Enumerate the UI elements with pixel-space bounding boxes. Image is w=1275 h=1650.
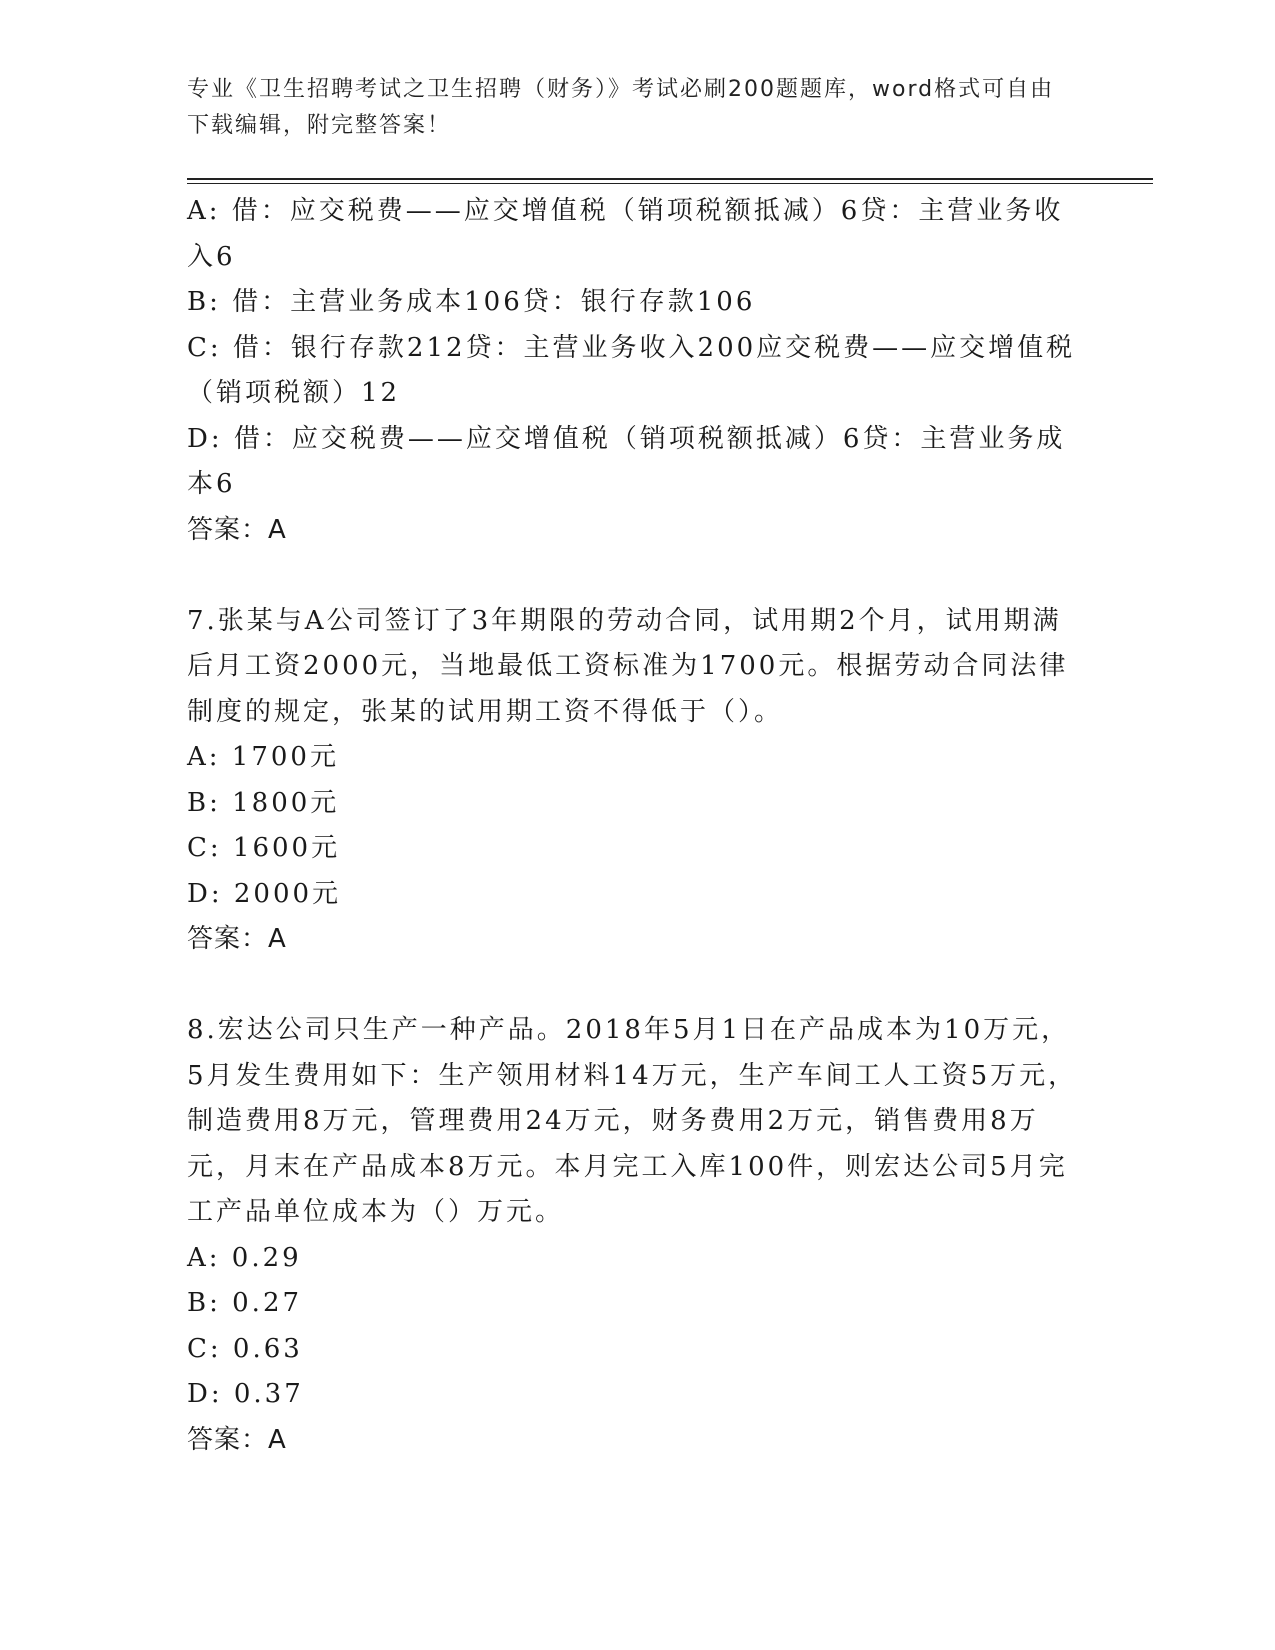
option-a: A: 1700元 <box>187 742 339 772</box>
question-stem: 7.张某与A公司签订了3年期限的劳动合同，试用期2个月，试用期满后月工资2000元，当地最低工资标准为1700元。根据劳动合同法律制度的规定，张某的试用期工资不得低于（）。 <box>187 605 1069 727</box>
document-header: 专业《卫生招聘考试之卫生招聘（财务）》考试必刷200题题库，word格式可自由下载编辑，附完整答案！ <box>187 77 1055 138</box>
option-c: C: 1600元 <box>187 833 341 863</box>
question-6 <box>187 189 1087 553</box>
option-d: D: 2000元 <box>187 878 342 909</box>
option-c: C: 借：银行存款212贷：主营业务收入200应交税费——应交增值税（销项税额）12 <box>187 332 1076 408</box>
question-body <box>187 189 1087 1463</box>
header-rule-thin <box>187 183 1153 184</box>
option-a: A: 借：应交税费——应交增值税（销项税额抵减）6贷：主营业务收入6 <box>187 196 1064 272</box>
header-rule-thick <box>187 178 1153 180</box>
question-stem: 8.宏达公司只生产一种产品。2018年5月1日在产品成本为10万元，5月发生费用如下：生产领用材料14万元，生产车间工人工资5万元，制造费用8万元，管理费用24万元，财务费用2万元，销售费用8万元，月末在产品成本8万元。本月完工入库100件，则宏达公司5月完工产品单位成本为（）万元。 <box>187 1015 1078 1227</box>
option-d: D: 借：应交税费——应交增值税（销项税额抵减）6贷：主营业务成本6 <box>187 423 1066 499</box>
answer: 答案：A <box>187 1424 287 1455</box>
option-a: A: 0.29 <box>187 1242 302 1273</box>
answer: 答案：A <box>187 924 287 954</box>
question-7 <box>187 599 1087 963</box>
option-b: B: 借：主营业务成本106贷：银行存款106 <box>187 287 756 317</box>
option-b: B: 1800元 <box>187 787 340 818</box>
spacer <box>187 553 1087 599</box>
spacer <box>187 963 1087 1009</box>
option-d: D: 0.37 <box>187 1379 304 1409</box>
answer: 答案：A <box>187 514 287 545</box>
option-b: B: 0.27 <box>187 1288 303 1318</box>
question-8 <box>187 1008 1087 1463</box>
option-c: C: 0.63 <box>187 1333 303 1364</box>
